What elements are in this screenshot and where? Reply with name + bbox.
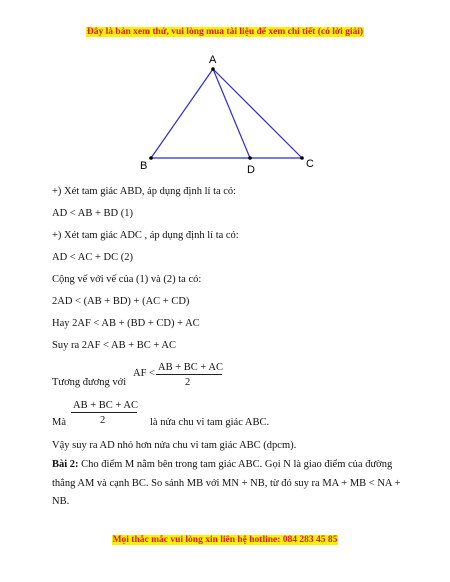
- triangle-figure: [120, 48, 330, 176]
- point-a: [211, 67, 215, 71]
- fraction-bar: [71, 412, 137, 413]
- text-line: AD < AB + BD (1): [52, 208, 133, 219]
- conclusion: Vậy suy ra AD nhỏ hơn nửa chu vi tam giác ABC (dpcm).: [52, 440, 297, 451]
- preview-banner: [0, 27, 450, 38]
- equivalent-lhs: AF <: [133, 368, 155, 379]
- preview-banner-text: Đây là bản xem thử, vui lòng mua tài liệu để xem chi tiết (có lời giải): [86, 27, 364, 37]
- label-b: B: [140, 160, 148, 172]
- text-line: +) Xét tam giác ABD, áp dụng định lí ta có:: [52, 186, 237, 197]
- text-line: 2AD < (AB + BD) + (AC + CD): [52, 296, 190, 307]
- ma-denominator: 2: [100, 415, 106, 426]
- exercise-2-text: Cho điểm M nằm bên trong tam giác ABC. Gọi N là giao điểm của đường thẳng AM và cạnh BC. So sánh MB với MN + NB, từ đó suy ra MA + MB < NA + NB.: [52, 459, 401, 507]
- text-line: +) Xét tam giác ADC , áp dụng định lí ta có:: [52, 230, 239, 241]
- label-d: D: [247, 164, 255, 176]
- fraction-bar: [156, 374, 222, 375]
- hotline-banner-text: Mọi thắc mắc vui lòng xin liên hệ hotline: 084 283 45 85: [112, 535, 338, 545]
- text-line: Suy ra 2AF < AB + BC + AC: [52, 340, 176, 351]
- point-c: [300, 156, 304, 160]
- ma-numerator: AB + BC + AC: [73, 400, 138, 411]
- label-c: C: [306, 158, 314, 170]
- segment-ad: [213, 69, 250, 158]
- hotline-banner: [0, 535, 450, 546]
- equivalent-prefix: Tương đương với: [52, 377, 127, 388]
- equivalent-denominator: 2: [185, 377, 191, 388]
- equivalent-numerator: AB + BC + AC: [158, 362, 223, 373]
- ma-suffix: là nửa chu vi tam giác ABC.: [150, 417, 270, 428]
- label-a: A: [209, 54, 217, 66]
- ma-prefix: Mà: [52, 417, 66, 428]
- point-b: [149, 156, 153, 160]
- segment-ab: [151, 69, 213, 158]
- point-d: [248, 156, 252, 160]
- text-line: AD < AC + DC (2): [52, 252, 133, 263]
- segment-ac: [213, 69, 302, 158]
- text-line: Hay 2AF < AB + (BD + CD) + AC: [52, 318, 200, 329]
- exercise-2-label: Bài 2:: [52, 459, 79, 470]
- exercise-2: [52, 456, 402, 512]
- text-line: Cộng vế với vế của (1) và (2) ta có:: [52, 274, 202, 285]
